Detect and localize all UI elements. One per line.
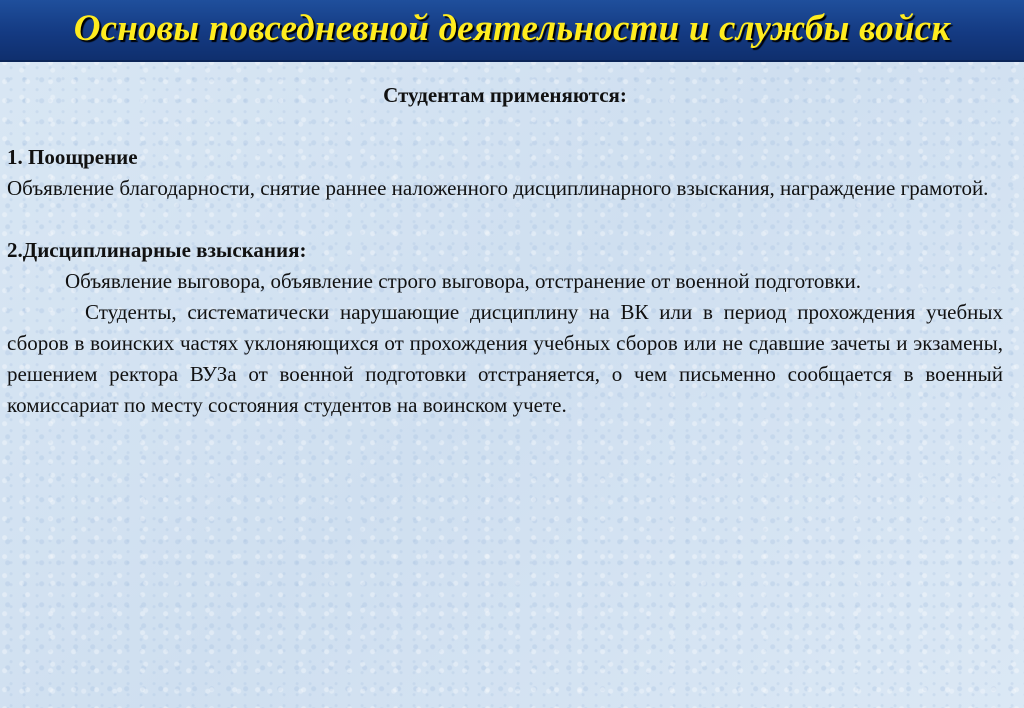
- slide-title: Основы повседневной деятельности и службы войск: [73, 8, 951, 49]
- section-penalties-paragraph-1: Объявление выговора, объявление строго выговора, отстранение от военной подготовки.: [65, 269, 861, 293]
- section-penalties-paragraph-2: Студенты, систематически нарушающие дисциплину на ВК или в период прохождения учебных сборов в воинских частях уклоняющихся от прохождения учебных сборов или не сдавшие зачеты и экзамены, решением ректора ВУЗа от военной подготовки отстраняется, о чем письменно сообщается в военный комиссариат по месту состояния студентов на воинском учете.: [7, 300, 1003, 417]
- section-penalties-heading: 2.Дисциплинарные взыскания:: [7, 238, 307, 262]
- title-bar: [0, 0, 1024, 62]
- section-encouragement-heading: 1. Поощрение: [7, 145, 138, 169]
- section-spacer: [7, 204, 1003, 235]
- section-encouragement-body: Объявление благодарности, снятие раннее наложенного дисциплинарного взыскания, награждение грамотой.: [7, 176, 989, 200]
- slide-content: [7, 80, 1003, 421]
- slide-subtitle: Студентам применяются:: [383, 83, 627, 107]
